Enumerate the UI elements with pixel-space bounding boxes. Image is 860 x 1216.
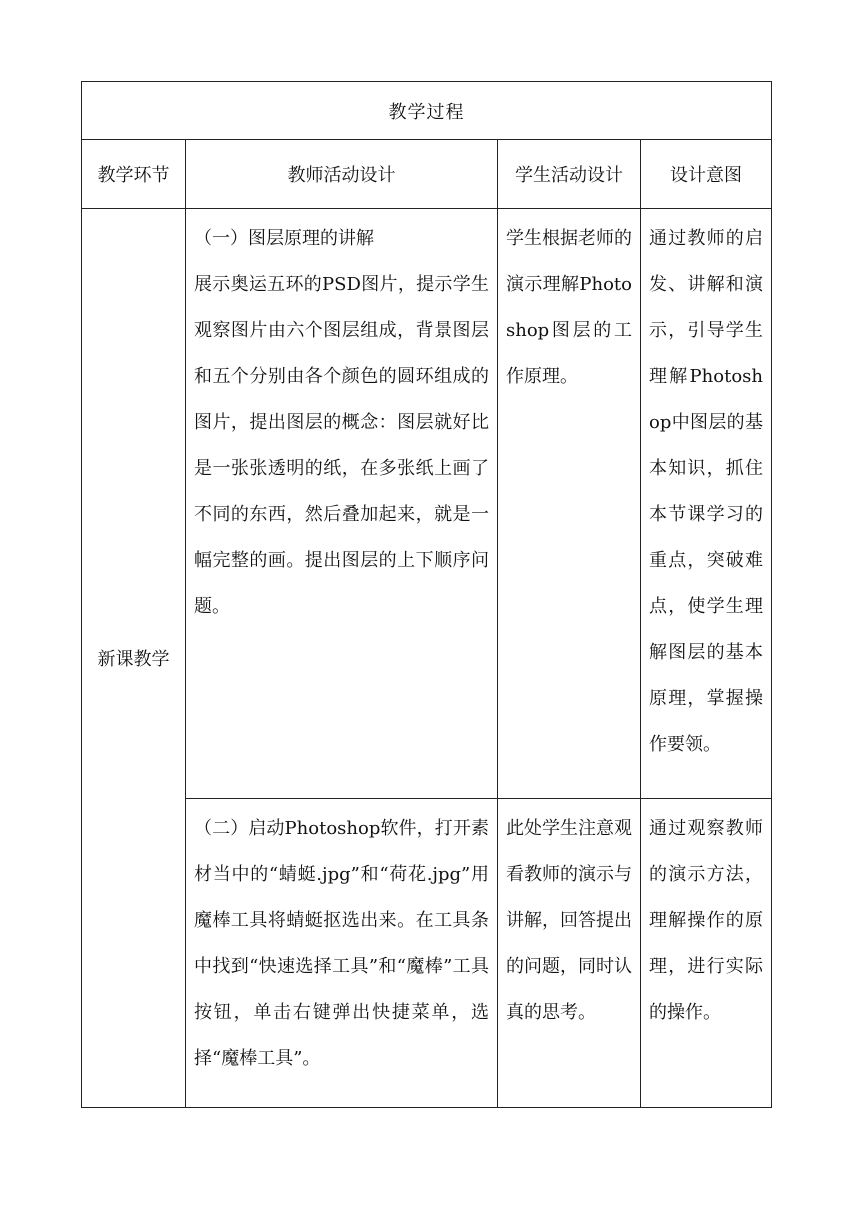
- table-title-row: [82, 82, 772, 140]
- table-title: 教学过程: [82, 82, 772, 140]
- section-label: 新课教学: [82, 209, 186, 1108]
- student-activity-cell: 学生根据老师的演示理解Photoshop图层的工作原理。: [498, 209, 641, 799]
- header-teacher: 教师活动设计: [186, 140, 498, 209]
- table-row: [82, 209, 772, 799]
- teacher-activity-cell: （二）启动Photoshop软件，打开素材当中的“蜻蜓.jpg”和“荷花.jpg”用魔棒工具将蜻蜓抠选出来。在工具条中找到“快速选择工具”和“魔棒”工具按钮，单击右键弹出快捷菜单，选择“魔棒工具”。: [186, 799, 498, 1108]
- table-header-row: [82, 140, 772, 209]
- design-intent-cell: 通过教师的启发、讲解和演示，引导学生理解Photoshop中图层的基本知识，抓住本节课学习的重点，突破难点，使学生理解图层的基本原理，掌握操作要领。: [641, 209, 772, 799]
- teacher-activity-text: 展示奥运五环的PSD图片，提示学生观察图片由六个图层组成，背景图层和五个分别由各个颜色的圆环组成的图片，提出图层的概念：图层就好比是一张张透明的纸，在多张纸上画了不同的东西，然后叠加起来，就是一幅完整的画。提出图层的上下顺序问题。: [194, 274, 489, 617]
- table-row: [82, 799, 772, 1108]
- teaching-process-table: [81, 81, 772, 1108]
- teacher-activity-heading: （一）图层原理的讲解: [194, 228, 374, 249]
- teacher-activity-cell: [186, 209, 498, 799]
- student-activity-cell: 此处学生注意观看教师的演示与讲解，回答提出的问题，同时认真的思考。: [498, 799, 641, 1108]
- header-student: 学生活动设计: [498, 140, 641, 209]
- header-stage: 教学环节: [82, 140, 186, 209]
- design-intent-cell: 通过观察教师的演示方法，理解操作的原理，进行实际的操作。: [641, 799, 772, 1108]
- header-intent: 设计意图: [641, 140, 772, 209]
